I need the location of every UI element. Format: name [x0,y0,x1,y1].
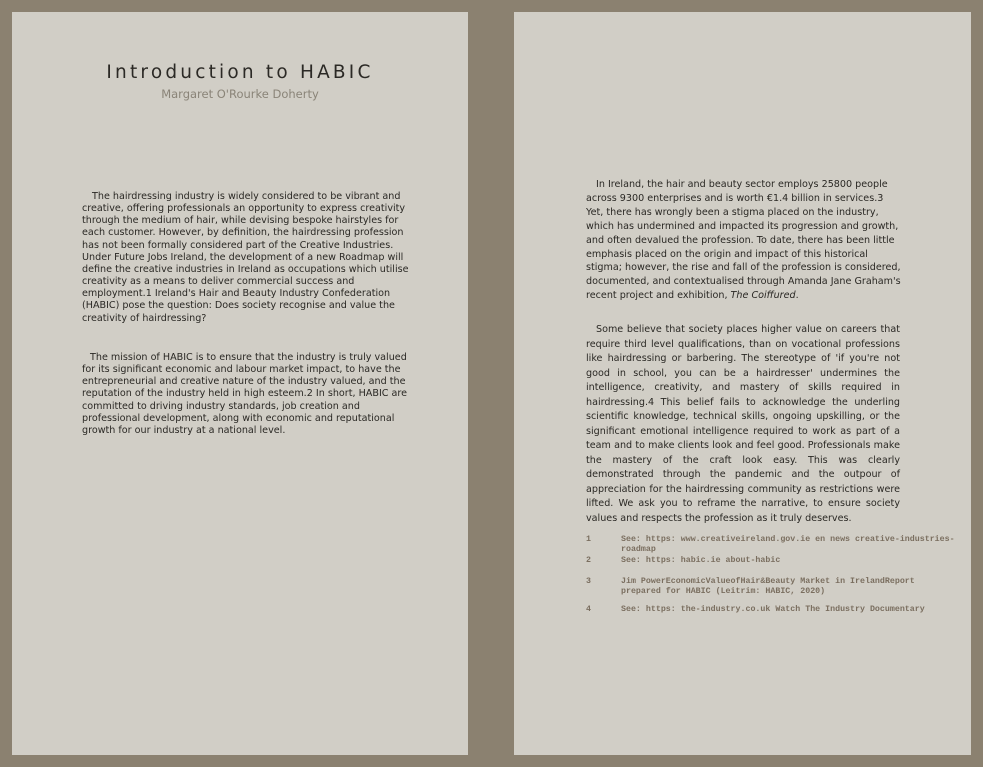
document-title: Introduction to HABIC [106,62,374,83]
sector-paragraph-text: In Ireland, the hair and beauty sector employs 25800 people across 9300 enterprises and is worth €1.4 billion in services.3 Yet, there has wrongly been a stigma placed on the industry, which has undermined and impacted its progression and growth, and often devalued the profession. To date, there has been little emphasis placed on the origin and impact of this historical stigma; however, the rise and fall of the profession is considered, documented, and contextualised through Amanda Jane Graham's recent project and exhibition, [586,179,901,302]
left-page [12,12,468,755]
sector-paragraph-end: . [795,290,799,302]
author-name: Margaret O'Rourke Doherty [161,87,319,101]
sector-paragraph [586,178,903,303]
footnote-text: Jim PowerEconomicValueofHair&Beauty Market in IrelandReport prepared for HABIC (Leitrim: HABIC, 2020) [621,577,915,596]
footnote-number: 1 [586,535,591,544]
stigma-paragraph: Some believe that society places higher value on careers that require third level qualifications, than on vocational professions like hairdressing or barbering. The stereotype of 'if you're not good in school, you can be a hairdresser' undermines the intelligence, creativity, and mastery of skills required in hairdressing.4 This belief fails to acknowledge the underling scientific knowledge, technical skills, ongoing upskilling, or the significant emotional intelligence required to work as part of a team and to make clients look and feel good. Professionals make the mastery of the craft look easy. This was clearly demonstrated through the pandemic and the outpour of appreciation for the hairdressing community as restrictions were lifted. We ask you to reframe the narrative, to ensure society values and respects the profession as it truly deserves. [586,324,900,524]
footnote-number: 3 [586,577,591,586]
footnote-number: 4 [586,605,591,614]
intro-paragraph-1: The hairdressing industry is widely considered to be vibrant and creative, offering professionals an opportunity to express creativity through the medium of hair, while devising bespoke hairstyles for each customer. However, by definition, the hairdressing profession has not been formally considered part of the Creative Industries. Under Future Jobs Ireland, the development of a new Roadmap will define the creative industries in Ireland as occupations which utilise creativity as a means to deliver commercial success and employment.1 Ireland's Hair and Beauty Industry Confederation (HABIC) pose the question: Does society recognise and value the creativity of hairdressing? [82,191,409,324]
right-page [514,12,971,755]
intro-paragraph-2: The mission of HABIC is to ensure that the industry is truly valued for its significant economic and labour market impact, to have the entrepreneurial and creative nature of the industry valued, and the reputation of the industry held in high esteem.2 In short, HABIC are committed to driving industry standards, job creation and professional development, along with economic and reputational growth for our industry at a national level. [82,352,408,436]
footnote-text: See: https: the-industry.co.uk Watch The Industry Documentary [621,605,925,614]
footnote-text: See: https: www.creativeireland.gov.ie en news creative-industries-roadmap [621,535,955,554]
footnote-number: 2 [586,556,591,565]
footnote-text: See: https: habic.ie about-habic [621,556,781,565]
exhibition-title: The Coiffured [730,290,796,302]
